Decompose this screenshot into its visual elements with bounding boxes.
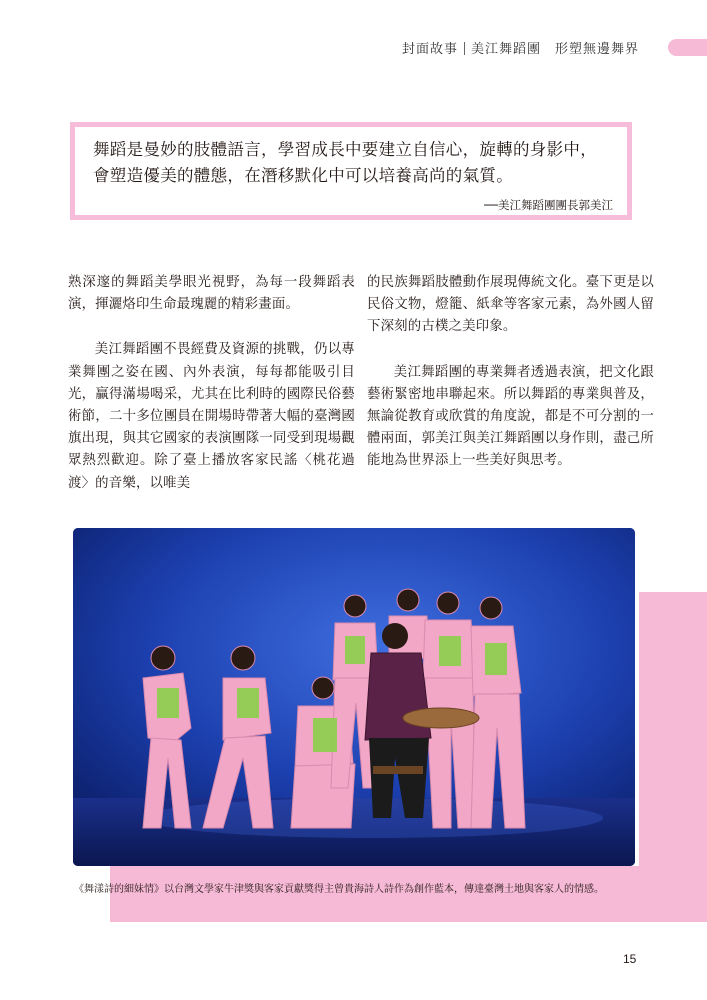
- header-subject: 美江舞蹈團: [470, 42, 541, 57]
- running-header: [402, 38, 639, 57]
- body-paragraph: 熟深邃的舞蹈美學眼光視野，為每一段舞蹈表演，揮灑烙印生命最瑰麗的精彩畫面。: [68, 275, 355, 313]
- stage-photo: [73, 528, 635, 866]
- pull-quote-box: [70, 122, 632, 220]
- photo-caption: 《舞漾詩的細妹情》以台灣文學家牛津獎與客家貢獻獎得主曾貴海詩人詩作為創作藍本，傳達臺灣土地與客家人的情感。: [74, 884, 604, 895]
- page-number: 15: [623, 952, 637, 966]
- header-title: 形塑無邊舞界: [554, 42, 639, 57]
- pull-quote-line: 會塑造優美的體態，在潛移默化中可以培養高尚的氣質。: [93, 166, 513, 185]
- body-column-left: [68, 272, 355, 518]
- pull-quote-text: [93, 137, 623, 189]
- header-divider: [464, 42, 465, 55]
- header-section: 封面故事: [401, 42, 458, 57]
- body-paragraph: 美江舞蹈團的專業舞者透過表演，把文化跟藝術緊密地串聯起來。所以舞蹈的專業與普及，無論從教育或欣賞的角度說，都是不可分割的一體兩面，郭美江與美江舞蹈團以身作則，盡己所能地為世界添上一些美好與思考。: [367, 364, 654, 469]
- body-column-right: [367, 272, 654, 496]
- header-pink-tab: [668, 39, 707, 56]
- pull-quote-line: 舞蹈是曼妙的肢體語言，學習成長中要建立自信心，旋轉的身影中，: [93, 140, 597, 159]
- body-paragraph: 美江舞蹈團不畏經費及資源的挑戰，仍以專業舞團之姿在國、內外表演，每每都能吸引目光，贏得滿場喝采，尤其在比利時的國際民俗藝術節，二十多位團員在開場時帶著大幅的臺灣國旗出現，與其它國家的表演團隊一同受到現場觀眾熱烈歡迎。除了臺上播放客家民謠〈桃花過渡〉的音樂，以唯美: [68, 342, 355, 491]
- stage-photo-illustration: [73, 528, 635, 866]
- pull-quote-attribution: ──美江舞蹈團團長郭美江: [484, 198, 613, 212]
- body-paragraph: 的民族舞蹈肢體動作展現傳統文化。臺下更是以民俗文物，燈籠、紙傘等客家元素，為外國人留下深刻的古樸之美印象。: [367, 275, 654, 335]
